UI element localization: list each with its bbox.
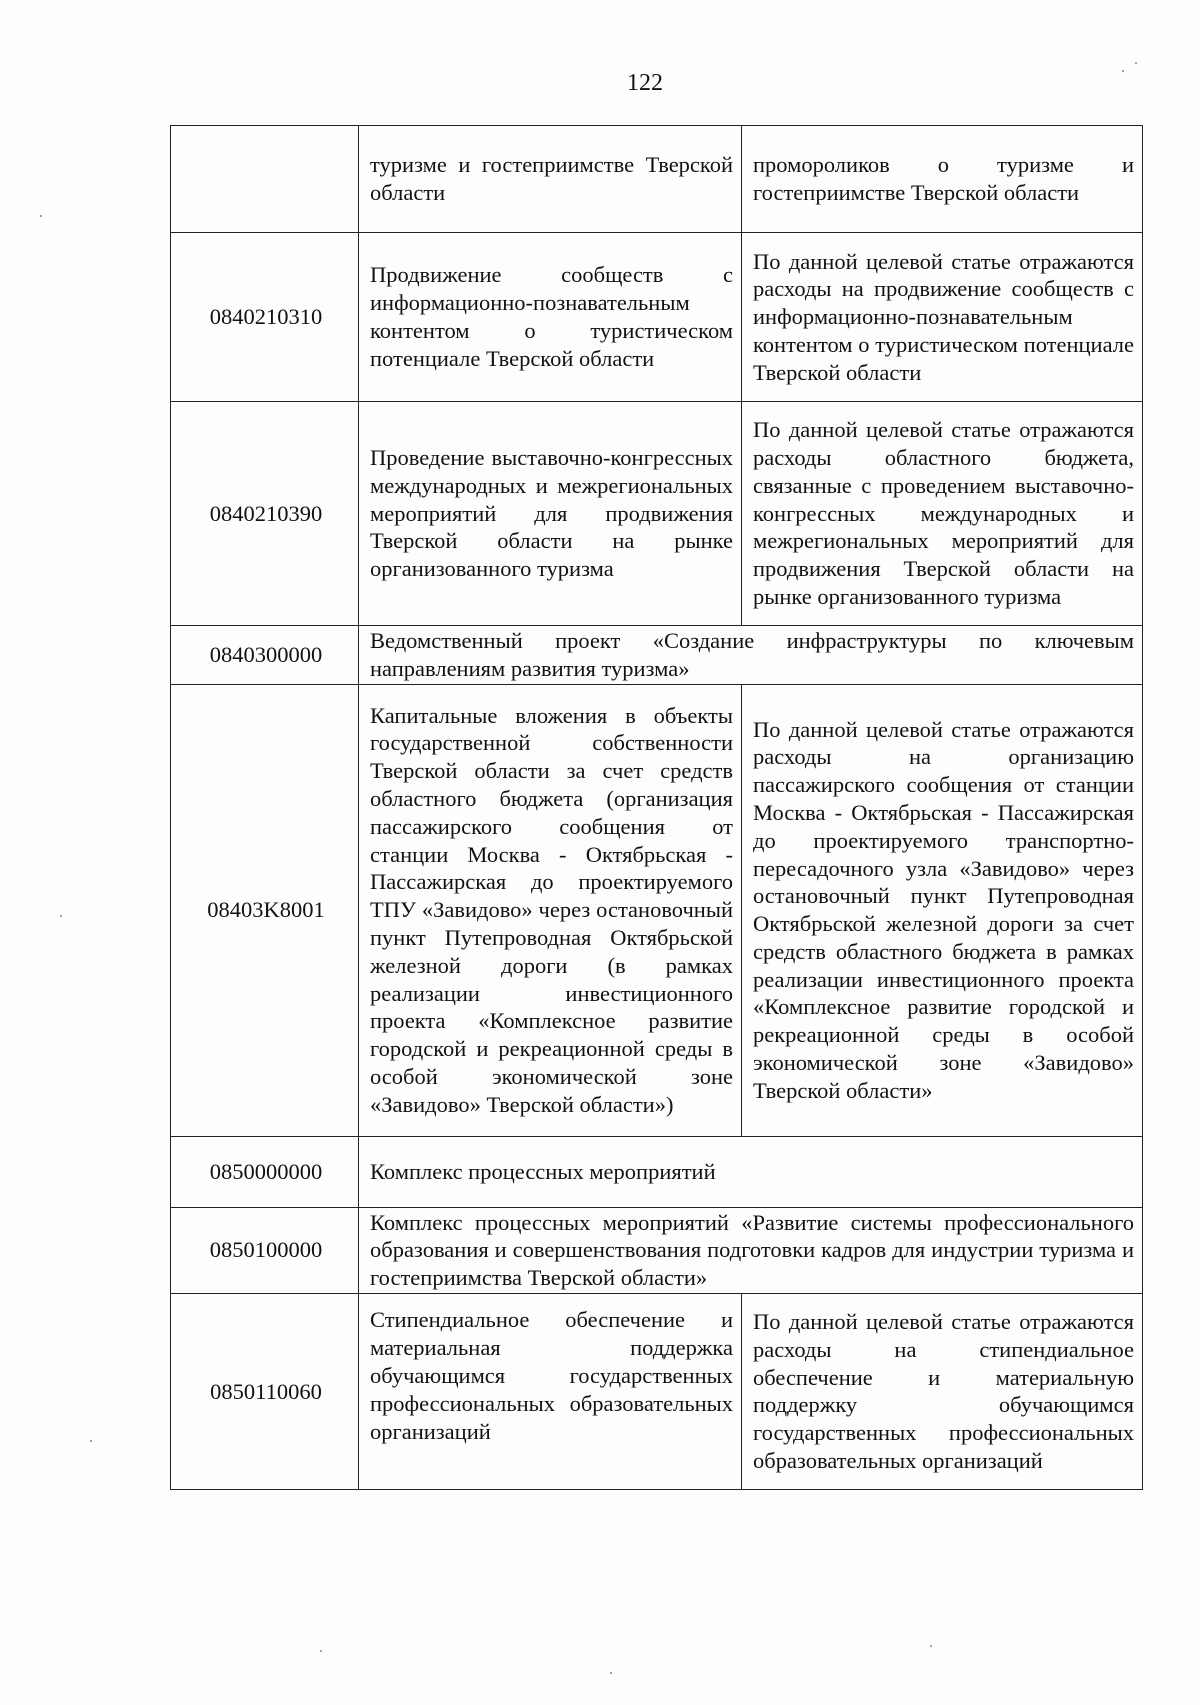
code-cell: 0850100000 — [171, 1207, 359, 1293]
table-row — [171, 684, 1143, 1136]
description-cell: По данной целевой статье отражаются расходы на продвижение сообществ с информационно-познавательным контентом о туристическом потенциале Тверской области — [742, 233, 1143, 402]
description-cell: По данной целевой статье отражаются расходы на организацию пассажирского сообщения от станции Москва - Октябрьская - Пассажирская до проектируемого транспортно-пересадочного узла «Завидово» через остановочный пункт Путепроводная Октябрьской железной дороги за счет средств областного бюджета в рамках реализации инвестиционного проекта «Комплексное развитие городской и рекреационной среды в особой экономической зоне «Завидово» Тверской области» — [742, 684, 1143, 1136]
table-row — [171, 233, 1143, 402]
scan-speck — [1135, 62, 1137, 64]
budget-codes-table — [170, 125, 1143, 1490]
table-row — [171, 626, 1143, 685]
code-cell: 08403K8001 — [171, 684, 359, 1136]
name-cell: туризме и гостеприимстве Тверской области — [359, 126, 742, 233]
table-row — [171, 1136, 1143, 1207]
description-cell: По данной целевой статье отражаются расходы областного бюджета, связанные с проведением выставочно-конгрессных международных и межрегиональных мероприятий для продвижения Тверской области на рынке организованного туризма — [742, 402, 1143, 626]
merged-cell: Комплекс процессных мероприятий — [359, 1136, 1143, 1207]
scan-speck — [60, 915, 62, 917]
merged-cell: Комплекс процессных мероприятий «Развитие системы профессионального образования и совершенствования подготовки кадров для индустрии туризма и гостеприимства Тверской области» — [359, 1207, 1143, 1293]
code-cell: 0840300000 — [171, 626, 359, 685]
name-cell: Капитальные вложения в объекты государственной собственности Тверской области за счет средств областного бюджета (организация пассажирского сообщения от станции Москва - Октябрьская - Пассажирская до проектируемого ТПУ «Завидово» через остановочный пункт Путепроводная Октябрьской железной дороги (в рамках реализации инвестиционного проекта «Комплексное развитие городской и рекреационной среды в особой экономической зоне «Завидово» Тверской области») — [359, 684, 742, 1136]
page-number: 122 — [627, 70, 663, 96]
table-row — [171, 126, 1143, 233]
name-cell: Продвижение сообществ с информационно-познавательным контентом о туристическом потенциале Тверской области — [359, 233, 742, 402]
code-cell: 0840210390 — [171, 402, 359, 626]
table-row — [171, 402, 1143, 626]
scan-speck — [610, 1672, 612, 1674]
description-cell: По данной целевой статье отражаются расходы на стипендиальное обеспечение и материальную поддержку обучающимся государственных профессиональных образовательных организаций — [742, 1293, 1143, 1489]
table-row — [171, 1293, 1143, 1489]
code-cell: 0850110060 — [171, 1293, 359, 1489]
code-cell — [171, 126, 359, 233]
code-cell: 0840210310 — [171, 233, 359, 402]
scan-speck — [1122, 70, 1124, 72]
name-cell: Стипендиальное обеспечение и материальная поддержка обучающимся государственных профессиональных образовательных организаций — [359, 1293, 742, 1489]
scan-speck — [320, 1650, 322, 1652]
table-row — [171, 1207, 1143, 1293]
code-cell: 0850000000 — [171, 1136, 359, 1207]
scan-speck — [930, 1645, 932, 1647]
description-cell: промороликов о туризме и гостеприимстве Тверской области — [742, 126, 1143, 233]
name-cell: Проведение выставочно-конгрессных международных и межрегиональных мероприятий для продвижения Тверской области на рынке организованного туризма — [359, 402, 742, 626]
scan-speck — [40, 215, 42, 217]
merged-cell: Ведомственный проект «Создание инфраструктуры по ключевым направлениям развития туризма» — [359, 626, 1143, 685]
scan-speck — [90, 1440, 92, 1442]
